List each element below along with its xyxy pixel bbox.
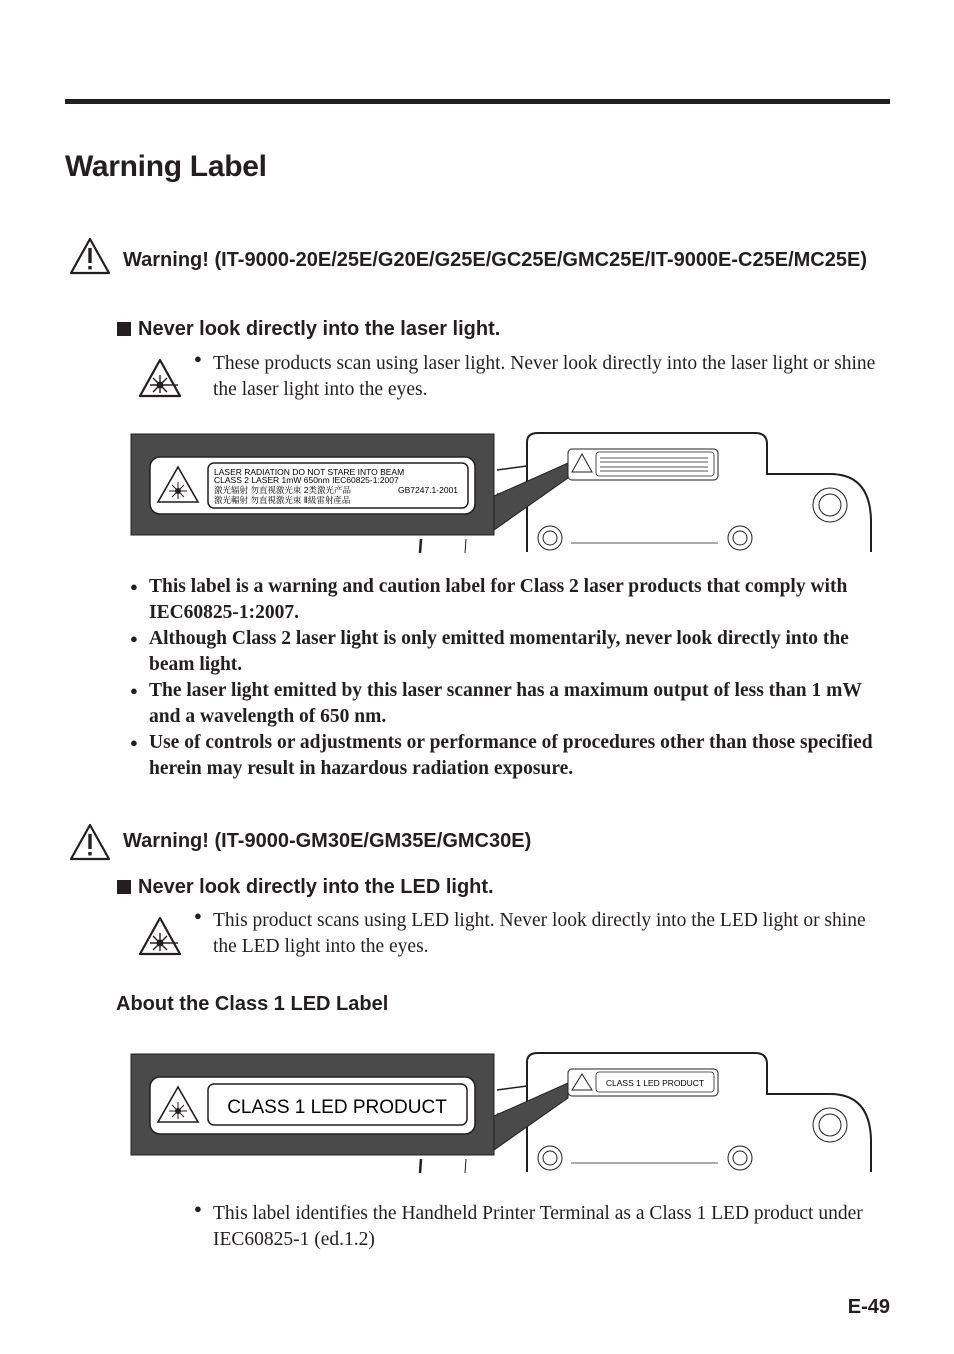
screw-hole-right	[728, 526, 752, 550]
warning-heading-led: Warning! (IT-9000-GM30E/GM35E/GMC30E)	[123, 830, 532, 852]
bullet-dot: ●	[194, 351, 202, 366]
page-number: E-49	[847, 1296, 890, 1318]
label-line3a: 激光辐射 勿直视激光束 2类激光产品	[214, 485, 351, 495]
laser-subheading	[117, 316, 500, 342]
laser-subheading-text: Never look directly into the laser light.	[138, 318, 501, 340]
device-label-text: CLASS 1 LED PRODUCT	[605, 1078, 705, 1088]
square-bullet-icon	[117, 322, 131, 336]
warning-triangle-icon	[69, 237, 111, 275]
warning-triangle-icon	[69, 823, 111, 861]
laser-bullet-list	[130, 574, 894, 782]
page-title: Warning Label	[65, 150, 267, 183]
label-line1: LASER RADIATION DO NOT STARE INTO BEAM	[214, 467, 405, 477]
cut-mark	[420, 539, 421, 553]
led-description	[194, 908, 883, 960]
screw-hole-right	[728, 1146, 752, 1170]
led-hazard-icon	[138, 916, 182, 956]
list-item: ● The laser light emitted by this laser scanner has a maximum output of less than 1 mW and a wavelength of 650 nm.	[130, 680, 862, 727]
label-line2: CLASS 2 LASER 1mW 650nm IEC60825-1:2007	[214, 475, 399, 485]
led-label-note	[194, 1201, 893, 1253]
round-button	[813, 488, 847, 522]
list-item: ● Use of controls or adjustments or performance of procedures other than those specified herein may result in hazardous radiation exposure.	[130, 732, 873, 779]
bullet-dot: ●	[194, 1201, 202, 1216]
laser-hazard-icon	[138, 358, 182, 398]
led-label-note-text: This label identifies the Handheld Printer Terminal as a Class 1 LED product under IEC60825-1 (ed.1.2)	[213, 1203, 863, 1250]
led-subheading-text: Never look directly into the LED light.	[138, 876, 494, 898]
about-heading: About the Class 1 LED Label	[116, 993, 389, 1015]
pointer-wedge	[494, 463, 568, 530]
led-label-illustration	[130, 1050, 875, 1176]
led-description-text: This product scans using LED light. Never look directly into the LED light or shine the LED light into the eyes.	[213, 910, 866, 957]
screw-hole-left	[538, 1146, 562, 1170]
laser-label-illustration	[130, 430, 875, 556]
cut-mark	[420, 1159, 421, 1173]
label-line3b: GB7247.1-2001	[398, 485, 459, 495]
square-bullet-icon	[117, 880, 131, 894]
label-led-text: CLASS 1 LED PRODUCT	[227, 1097, 447, 1118]
round-button	[813, 1108, 847, 1142]
list-item: ● This label is a warning and caution label for Class 2 laser products that comply with IEC60825-1:2007.	[130, 576, 848, 623]
device-label-inner	[596, 452, 714, 476]
bullet-dot: ●	[194, 908, 202, 923]
laser-description-text: These products scan using laser light. Never look directly into the laser light or shine the laser light into the eyes.	[213, 353, 876, 400]
warning-heading-laser: Warning! (IT-9000-20E/25E/G20E/G25E/GC25E/GMC25E/IT-9000E-C25E/MC25E)	[123, 249, 867, 271]
pointer-wedge	[494, 1083, 568, 1150]
screw-hole-left	[538, 526, 562, 550]
top-rule	[65, 99, 890, 104]
label-line4: 激光輻射 勿直視激光束 Ⅱ級雷射產品	[214, 495, 351, 505]
led-subheading	[117, 874, 494, 900]
laser-description	[194, 351, 883, 403]
list-item: ● Although Class 2 laser light is only emitted momentarily, never look directly into the beam light.	[130, 628, 849, 675]
